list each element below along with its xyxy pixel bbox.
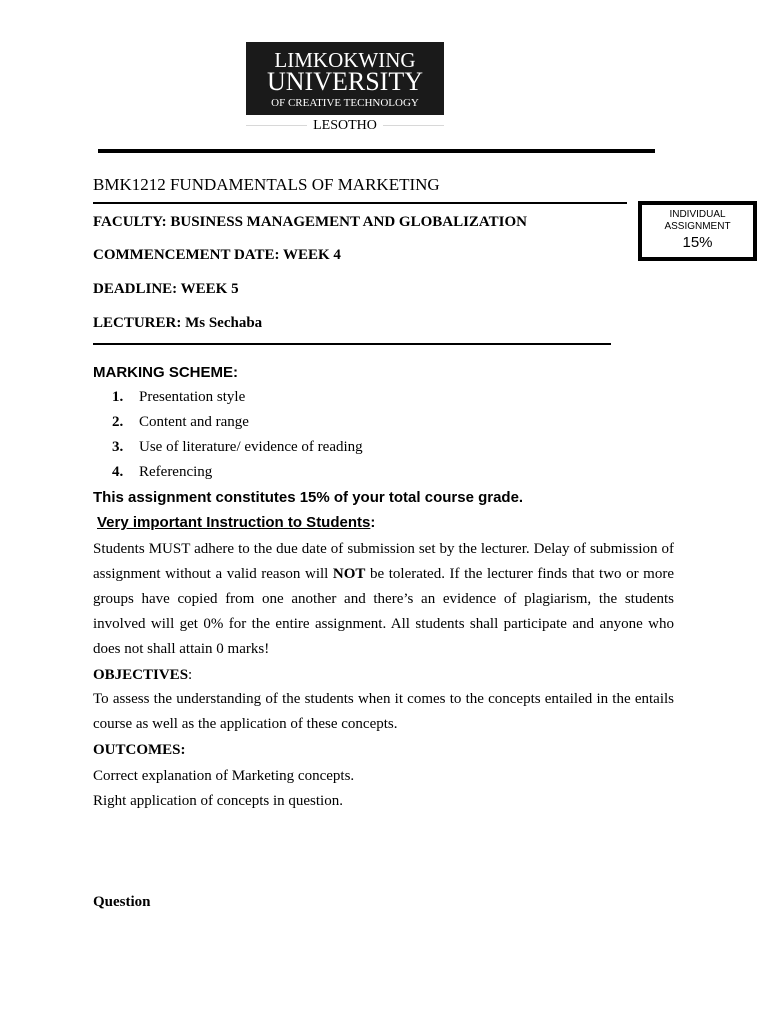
header-divider: [98, 149, 655, 153]
badge-percent: 15%: [682, 234, 713, 251]
university-logo: [246, 42, 444, 115]
title-divider: [93, 202, 627, 204]
logo-line-2: UNIVERSITY: [267, 67, 423, 96]
logo-line-3: OF CREATIVE TECHNOLOGY: [271, 97, 419, 109]
logo-line-1: LIMKOKWING: [274, 48, 416, 72]
outcomes-heading: OUTCOMES:: [93, 742, 186, 758]
list-item: 2. Content and range: [112, 414, 249, 430]
deadline-text: DEADLINE: WEEK 5: [93, 281, 239, 297]
list-item: 3. Use of literature/ evidence of reading: [112, 439, 363, 455]
meta-divider: [93, 343, 611, 345]
lecturer-text: LECTURER: Ms Sechaba: [93, 315, 263, 331]
outcome-line-1: Correct explanation of Marketing concepts.: [93, 768, 355, 784]
logo-location: LESOTHO: [246, 118, 444, 134]
commencement-text: COMMENCEMENT DATE: WEEK 4: [93, 247, 341, 263]
objectives-heading: OBJECTIVES:: [93, 667, 193, 683]
grade-weight-statement: This assignment constitutes 15% of your total course grade.: [93, 489, 524, 506]
objectives-paragraph: To assess the understanding of the students when it comes to the concepts entailed in the entails course as well as the application of these concepts.: [93, 691, 674, 732]
question-heading: Question: [93, 894, 151, 910]
assignment-weight-badge: [638, 201, 757, 261]
outcome-line-2: Right application of concepts in question.: [93, 793, 343, 809]
instructions-paragraph: Students MUST adhere to the due date of submission set by the lecturer. Delay of submission of assignment without a valid reason will NOT be tolerated. If the lecturer finds that two or more groups have copied from one another and there’s an evidence of plagiarism, the students involved will get 0% for the entire assignment. All students shall participate and anyone who does not shall attain 0 marks!: [93, 541, 674, 657]
faculty-text: FACULTY: BUSINESS MANAGEMENT AND GLOBALIZATION: [93, 214, 527, 230]
marking-scheme-list: [112, 387, 363, 487]
marking-scheme-heading: MARKING SCHEME:: [93, 364, 238, 381]
badge-line-1: INDIVIDUAL: [669, 209, 726, 220]
list-item: 1. Presentation style: [112, 389, 246, 405]
list-item: 4. Referencing: [112, 464, 213, 480]
course-title: BMK1212 FUNDAMENTALS OF MARKETING: [93, 175, 440, 194]
instructions-heading: Very important Instruction to Students:: [97, 514, 376, 531]
badge-line-2: ASSIGNMENT: [664, 221, 731, 232]
